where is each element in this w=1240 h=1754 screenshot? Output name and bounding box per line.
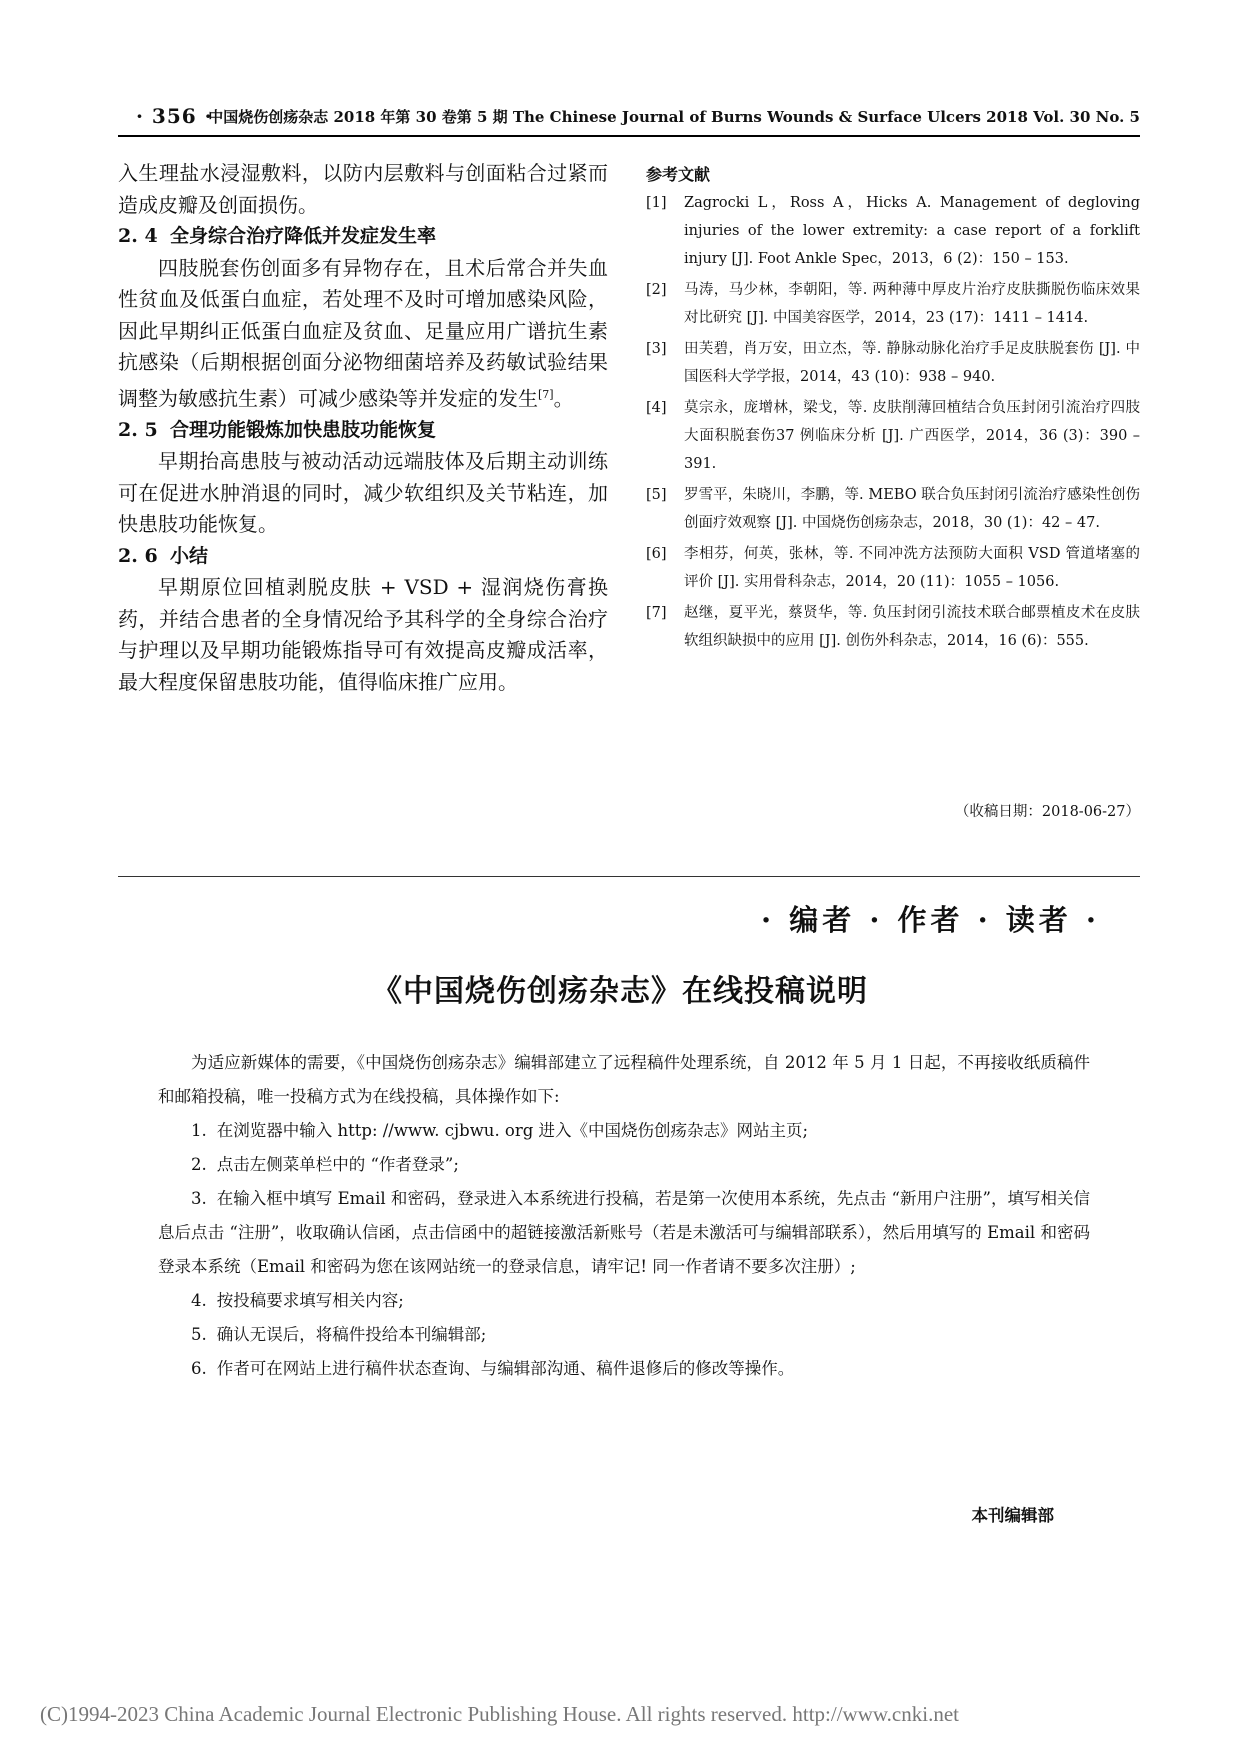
reference-text: Zagrocki L，Ross A，Hicks A. Management of degloving injuries of the lower extremity: a case report of a forklift injury [J]. Foot Ankle Spec，2013，6 (2)：150 – 153. [684,195,1140,267]
citation-marker: [7] [538,387,554,401]
section-title: 全身综合治疗降低并发症发生率 [170,225,437,247]
notice-step [158,1148,1090,1182]
notice-title: 《中国烧伤创疡杂志》在线投稿说明 [372,974,868,1009]
paragraph-end: 。 [553,386,574,411]
section-heading-2-4 [118,221,608,253]
article-body-column [118,158,608,698]
section-title: 小结 [170,544,209,567]
running-header [118,104,1140,134]
notice-body [158,1046,1090,1386]
header-rule [118,135,1140,137]
reference-item [646,335,1140,391]
notice-step [158,1114,1090,1148]
reference-item [646,599,1140,655]
notice-intro: 为适应新媒体的需要，《中国烧伤创疡杂志》编辑部建立了远程稿件处理系统，自 2012 年 5 月 1 日起，不再接收纸质稿件和邮箱投稿，唯一投稿方式为在线投稿，具体操作如下: [158,1053,1090,1106]
running-head-text: 中国烧伤创疡杂志 2018 年第 30 卷第 5 期 The Chinese Journal of Burns Wounds & Surface Ulcers 2018 Vol. 30 No. 5 [208,108,1140,126]
column-section-label: · 编者 · 作者 · 读者 · [761,903,1100,937]
received-date: （收稿日期：2018-06-27） [954,804,1140,820]
reference-item [646,189,1140,273]
section-heading-2-6 [118,541,608,573]
reference-text: 罗雪平，朱晓川，李鹏，等. MEBO 联合负压封闭引流治疗感染性创伤创面疗效观察 [J]. 中国烧伤创疡杂志，2018，30 (1)：42 – 47. [684,487,1140,531]
notice-step [158,1182,1090,1284]
body-paragraph: 早期抬高患肢与被动活动远端肢体及后期主动训练可在促进水肿消退的同时，减少软组织及关节粘连，加快患肢功能恢复。 [118,449,608,537]
step-text: 在浏览器中输入 http: //www. cjbwu. org 进入《中国烧伤创疡杂志》网站主页; [216,1121,809,1140]
step-number: 1. [191,1121,207,1140]
step-number: 5. [191,1325,207,1344]
reference-text: 马涛，马少林，李朝阳，等. 两种薄中厚皮片治疗皮肤撕脱伤临床效果对比研究 [J]. 中国美容医学，2014，23 (17)：1411 – 1414. [684,282,1140,326]
notice-step [158,1318,1090,1352]
step-number: 2. [191,1155,207,1174]
section-number: 2. 6 [118,544,158,567]
reference-text: 田芙碧，肖万安，田立杰，等. 静脉动脉化治疗手足皮肤脱套伤 [J]. 中国医科大学学报，2014，43 (10)：938 – 940. [684,341,1140,385]
reference-item [646,394,1140,478]
copyright-footer: (C)1994-2023 China Academic Journal Electronic Publishing House. All rights reserved. http://www.cnki.net [40,1702,959,1726]
reference-item [646,481,1140,537]
step-text: 点击左侧菜单栏中的 “作者登录”; [216,1155,459,1174]
reference-item [646,276,1140,332]
section-number: 2. 4 [118,225,158,247]
paragraph-text: 四肢脱套伤创面多有异物存在，且术后常合并失血性贫血及低蛋白血症，若处理不及时可增加感染风险，因此早期纠正低蛋白血症及贫血、足量应用广谱抗生素抗感染（后期根据创面分泌物细菌培养及药敏试验结果调整为敏感抗生素）可减少感染等并发症的发生 [118,255,608,411]
references-heading: 参考文献 [646,165,711,184]
reference-list [646,189,1140,655]
notice-step [158,1352,1090,1386]
reference-number: [6] [646,546,667,562]
reference-text: 赵继，夏平光，蔡贤华，等. 负压封闭引流技术联合邮票植皮术在皮肤软组织缺损中的应用 [J]. 创伤外科杂志，2014，16 (6)：555. [684,605,1140,649]
reference-text: 李相芬，何英，张林，等. 不同冲洗方法预防大面积 VSD 管道堵塞的评价 [J]. 实用骨科杂志，2014，20 (11)：1055 – 1056. [684,546,1140,590]
reference-number: [1] [646,195,667,211]
step-text: 在输入框中填写 Email 和密码，登录进入本系统进行投稿，若是第一次使用本系统，先点击 “新用户注册”，填写相关信息后点击 “注册”，收取确认信函，点击信函中的超链接激活新账号（若是未激活可与编辑部联系），然后用填写的 Email 和密码登录本系统（Email 和密码为您在该网站统一的登录信息，请牢记! 同一作者请不要多次注册）; [158,1189,1090,1276]
step-number: 6. [191,1359,207,1378]
section-heading-2-5 [118,415,608,447]
reference-number: [3] [646,341,667,357]
editorial-signoff: 本刊编辑部 [971,1506,1054,1525]
reference-number: [2] [646,282,667,298]
section-number: 2. 5 [118,418,158,441]
reference-number: [7] [646,605,667,621]
reference-text: 莫宗永，庞增林，梁戈，等. 皮肤削薄回植结合负压封闭引流治疗四肢大面积脱套伤37 例临床分析 [J]. 广西医学，2014，36 (3)：390 – 391. [684,400,1140,472]
step-number: 3. [191,1189,207,1208]
section-title: 合理功能锻炼加快患肢功能恢复 [170,418,437,441]
body-paragraph: 早期原位回植剥脱皮肤 + VSD + 湿润烧伤膏换药，并结合患者的全身情况给予其科学的全身综合治疗与护理以及早期功能锻炼指导可有效提高皮瓣成活率，最大程度保留患肢功能，值得临床推广应用。 [118,575,608,694]
reference-number: [4] [646,400,667,416]
step-text: 按投稿要求填写相关内容; [216,1291,404,1310]
reference-number: [5] [646,487,667,503]
section-divider [118,876,1140,877]
references-column [646,162,1140,658]
step-text: 作者可在网站上进行稿件状态查询、与编辑部沟通、稿件退修后的修改等操作。 [216,1359,795,1378]
step-number: 4. [191,1291,207,1310]
notice-step [158,1284,1090,1318]
reference-item [646,540,1140,596]
page-number: · 356 · [136,104,213,128]
body-paragraph: 入生理盐水浸湿敷料，以防内层敷料与创面粘合过紧而造成皮瓣及创面损伤。 [118,161,608,217]
step-text: 确认无误后，将稿件投给本刊编辑部; [216,1325,487,1344]
body-paragraph [118,253,608,415]
